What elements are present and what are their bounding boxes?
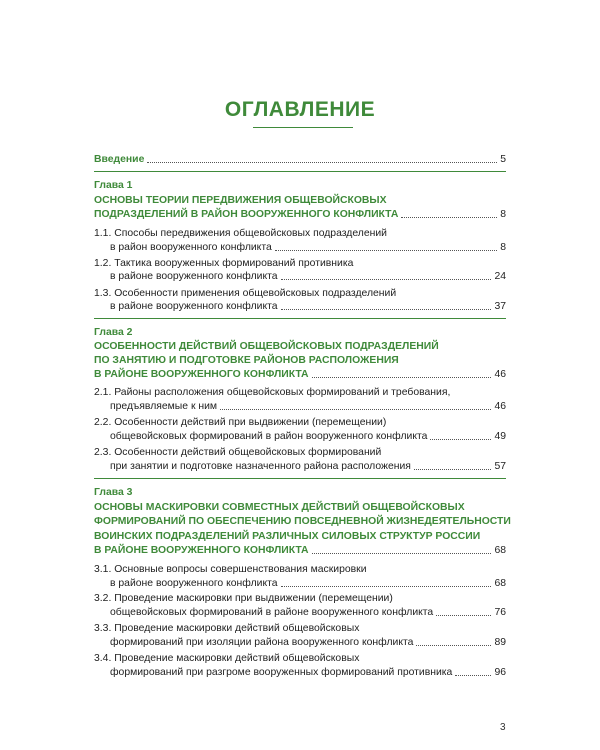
chapter-heading-line: ВОИНСКИХ ПОДРАЗДЕЛЕНИЙ РАЗЛИЧНЫХ СИЛОВЫХ СТРУКТУР РОССИИ <box>94 531 481 542</box>
chapter-divider <box>94 478 506 479</box>
chapter-label: Глава 2 <box>94 327 133 338</box>
chapter-heading-line: ПОДРАЗДЕЛЕНИЙ В РАЙОН ВООРУЖЕННОГО КОНФЛИКТА <box>94 209 399 220</box>
section-title-line: при занятии и подготовке назначенного района расположения <box>110 461 411 472</box>
dot-leader <box>275 250 497 251</box>
toc-page-number: 8 <box>500 209 506 220</box>
toc-page-number: 89 <box>494 637 506 648</box>
toc-entry-chapter-3[interactable] <box>94 544 506 557</box>
toc-entry-section[interactable] <box>110 606 506 619</box>
section-title-line: 1.2. Тактика вооруженных формирований противника <box>94 258 354 269</box>
chapter-divider <box>94 318 506 319</box>
section-title-line: 3.2. Проведение маскировки при выдвижении (перемещении) <box>94 593 393 604</box>
chapter-heading-line: В РАЙОНЕ ВООРУЖЕННОГО КОНФЛИКТА <box>94 369 309 380</box>
toc-entry-section[interactable] <box>110 577 506 590</box>
chapter-heading-line: ПО ЗАНЯТИЮ И ПОДГОТОВКЕ РАЙОНОВ РАСПОЛОЖЕНИЯ <box>94 355 399 366</box>
dot-leader <box>312 377 492 378</box>
chapter-heading-line: ОСНОВЫ МАСКИРОВКИ СОВМЕСТНЫХ ДЕЙСТВИЙ ОБЩЕВОЙСКОВЫХ <box>94 502 465 513</box>
chapter-divider <box>94 171 506 172</box>
toc-page-number: 37 <box>494 301 506 312</box>
toc-entry-section[interactable] <box>110 430 506 443</box>
dot-leader <box>147 162 497 163</box>
toc-entry-label: Введение <box>94 154 145 165</box>
chapter-heading-line: ОСОБЕННОСТИ ДЕЙСТВИЙ ОБЩЕВОЙСКОВЫХ ПОДРАЗДЕЛЕНИЙ <box>94 341 439 352</box>
section-title-line: 1.1. Способы передвижения общевойсковых подразделений <box>94 228 387 239</box>
section-title-line: 2.3. Особенности действий общевойсковых формирований <box>94 447 382 458</box>
toc-entry-chapter-1[interactable] <box>94 208 506 221</box>
dot-leader <box>281 586 492 587</box>
chapter-heading-line: ФОРМИРОВАНИЙ ПО ОБЕСПЕЧЕНИЮ ПОВСЕДНЕВНОЙ ЖИЗНЕДЕЯТЕЛЬНОСТИ <box>94 516 511 527</box>
toc-page-number: 46 <box>494 401 506 412</box>
toc-page-number: 49 <box>494 431 506 442</box>
toc-page-number: 96 <box>494 667 506 678</box>
section-title-line: 2.1. Районы расположения общевойсковых формирований и требования, <box>94 387 451 398</box>
toc-entry-intro[interactable] <box>94 153 506 166</box>
dot-leader <box>281 279 492 280</box>
toc-page-number: 24 <box>494 271 506 282</box>
section-title-line: 1.3. Особенности применения общевойсковых подразделений <box>94 288 397 299</box>
dot-leader <box>401 217 497 218</box>
section-title-line: 3.4. Проведение маскировки действий общевойсковых <box>94 653 360 664</box>
toc-entry-section[interactable] <box>110 400 506 413</box>
toc-page-number: 5 <box>500 154 506 165</box>
section-title-line: 3.3. Проведение маскировки действий общевойсковых <box>94 623 360 634</box>
section-title-line: в район вооруженного конфликта <box>110 242 272 253</box>
page-number: 3 <box>500 722 506 733</box>
toc-page-number: 76 <box>494 607 506 618</box>
chapter-label: Глава 3 <box>94 487 133 498</box>
dot-leader <box>436 615 491 616</box>
dot-leader <box>416 645 491 646</box>
dot-leader <box>281 309 492 310</box>
toc-entry-section[interactable] <box>110 636 506 649</box>
toc-page-number: 8 <box>500 242 506 253</box>
toc-page-number: 46 <box>494 369 506 380</box>
toc-page-number: 68 <box>494 578 506 589</box>
toc-entry-section[interactable] <box>110 241 506 254</box>
section-title-line: общевойсковых формирований в район вооруженного конфликта <box>110 431 428 442</box>
toc-entry-chapter-2[interactable] <box>94 368 506 381</box>
dot-leader <box>430 439 491 440</box>
dot-leader <box>455 675 491 676</box>
section-title-line: в районе вооруженного конфликта <box>110 578 278 589</box>
toc-page-number: 68 <box>494 545 506 556</box>
chapter-label: Глава 1 <box>94 180 133 191</box>
chapter-heading-line: В РАЙОНЕ ВООРУЖЕННОГО КОНФЛИКТА <box>94 545 309 556</box>
section-title-line: в районе вооруженного конфликта <box>110 271 278 282</box>
toc-entry-section[interactable] <box>110 460 506 473</box>
section-title-line: формирований при разгроме вооруженных формирований противника <box>110 667 453 678</box>
toc-page-number: 57 <box>494 461 506 472</box>
section-title-line: формирований при изоляции района вооруженного конфликта <box>110 637 414 648</box>
section-title-line: 2.2. Особенности действий при выдвижении (перемещении) <box>94 417 387 428</box>
section-title-line: предъявляемые к ним <box>110 401 218 412</box>
dot-leader <box>220 409 491 410</box>
toc-entry-section[interactable] <box>110 300 506 313</box>
dot-leader <box>414 469 492 470</box>
toc-entry-section[interactable] <box>110 270 506 283</box>
section-title-line: общевойсковых формирований в районе вооруженного конфликта <box>110 607 434 618</box>
toc-entry-section[interactable] <box>110 666 506 679</box>
section-title-line: в районе вооруженного конфликта <box>110 301 278 312</box>
chapter-heading-line: ОСНОВЫ ТЕОРИИ ПЕРЕДВИЖЕНИЯ ОБЩЕВОЙСКОВЫХ <box>94 195 387 206</box>
title-underline <box>253 127 353 128</box>
section-title-line: 3.1. Основные вопросы совершенствования маскировки <box>94 564 367 575</box>
dot-leader <box>312 553 492 554</box>
page-title: ОГЛАВЛЕНИЕ <box>224 98 376 121</box>
